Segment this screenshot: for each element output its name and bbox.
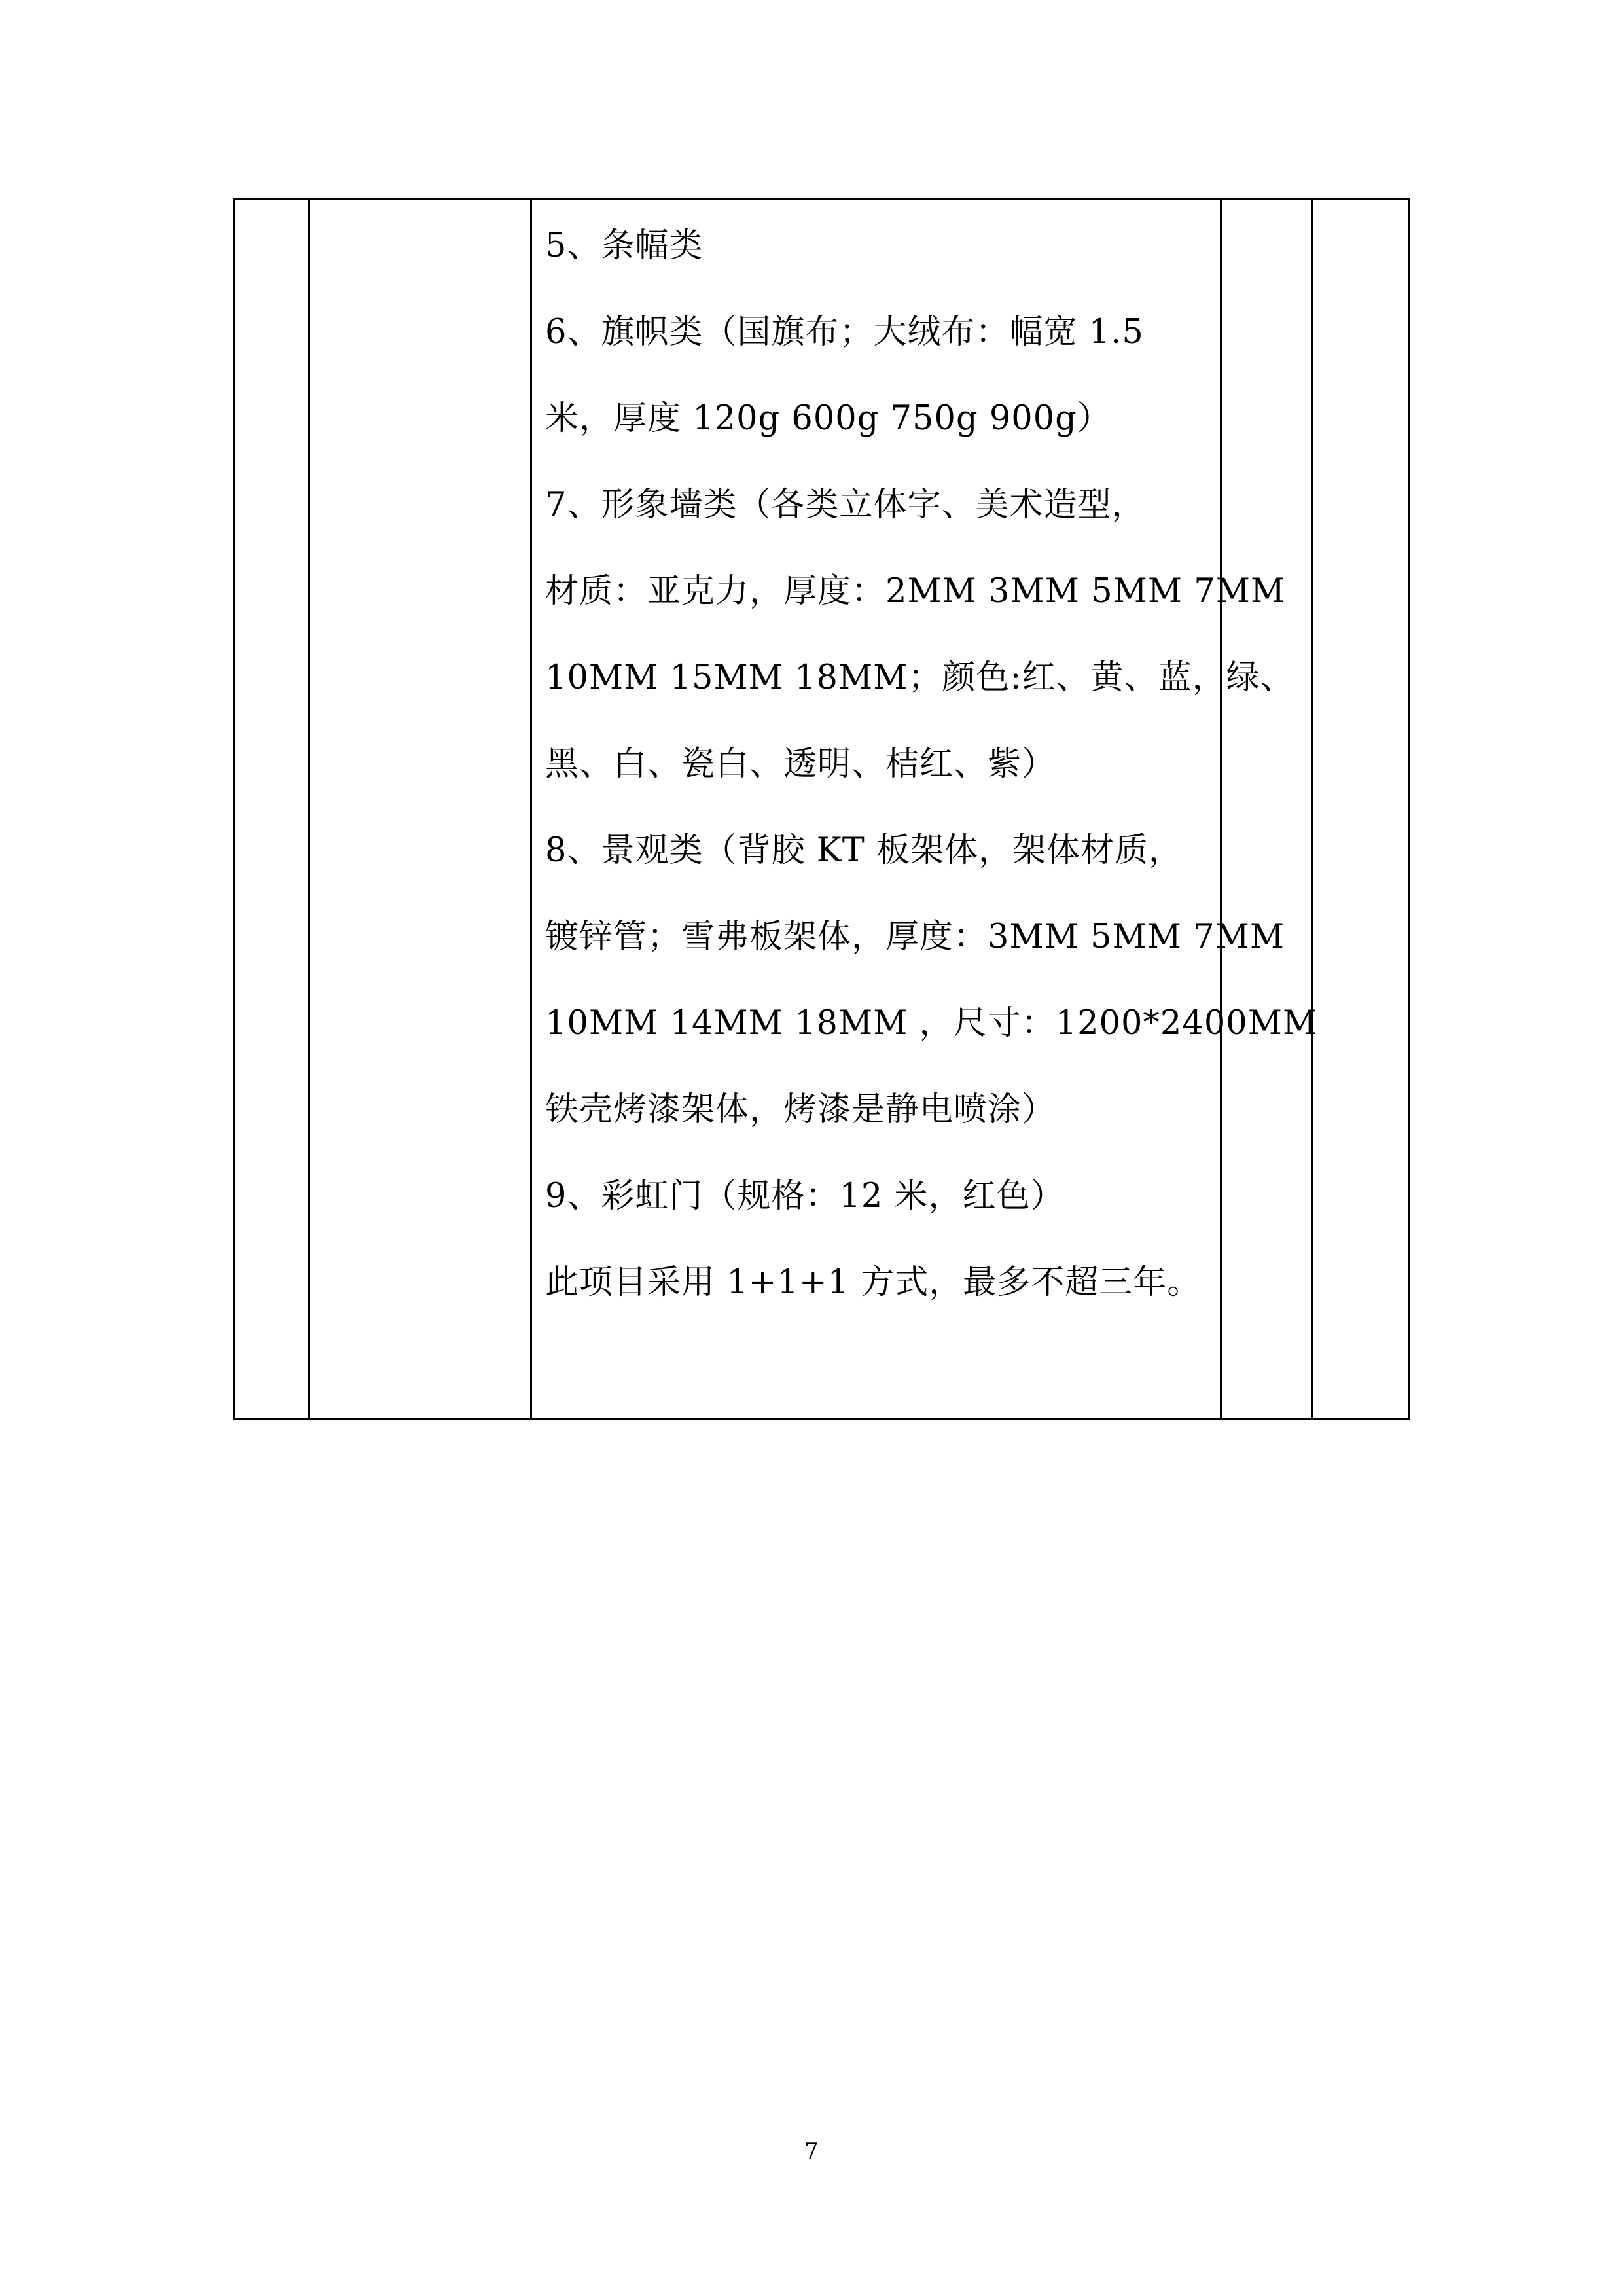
- text-line: 8、景观类（背胶 KT 板架体，架体材质，: [545, 831, 1183, 870]
- text-line: 米，厚度 120g 600g 750g 900g）: [545, 399, 1111, 438]
- table-cell-col-2: [310, 199, 531, 1419]
- table-cell-col-4: [1221, 199, 1313, 1419]
- text-line: 铁壳烤漆架体，烤漆是静电喷涂）: [545, 1090, 1056, 1129]
- text-line: 7、形象墙类（各类立体字、美术造型，: [545, 486, 1146, 524]
- table-cell-col-5: [1313, 199, 1409, 1419]
- table-cell-col-1: [234, 199, 310, 1419]
- text-line: 9、彩虹门（规格：12 米，红色）: [545, 1177, 1065, 1215]
- content-table: [233, 198, 1410, 1420]
- text-line: 10MM 15MM 18MM；颜色:红、黄、蓝，绿、: [545, 658, 1294, 697]
- page-number: 7: [804, 2138, 819, 2164]
- text-line: 材质：亚克力，厚度：2MM 3MM 5MM 7MM: [545, 572, 1286, 611]
- text-line: 10MM 14MM 18MM ，尺寸：1200*2400MM: [545, 1004, 1318, 1043]
- text-line: 黑、白、瓷白、透明、桔红、紫）: [545, 745, 1056, 783]
- text-line: 6、旗帜类（国旗布；大绒布：幅宽 1.5: [545, 313, 1144, 351]
- table-row: [234, 199, 1409, 1419]
- table-cell-description: [531, 199, 1318, 1419]
- text-line: 5、条幅类: [545, 226, 704, 265]
- text-line: 此项目采用 1+1+1 方式，最多不超三年。: [545, 1263, 1202, 1302]
- text-line: 镀锌管；雪弗板架体，厚度：3MM 5MM 7MM: [545, 918, 1285, 956]
